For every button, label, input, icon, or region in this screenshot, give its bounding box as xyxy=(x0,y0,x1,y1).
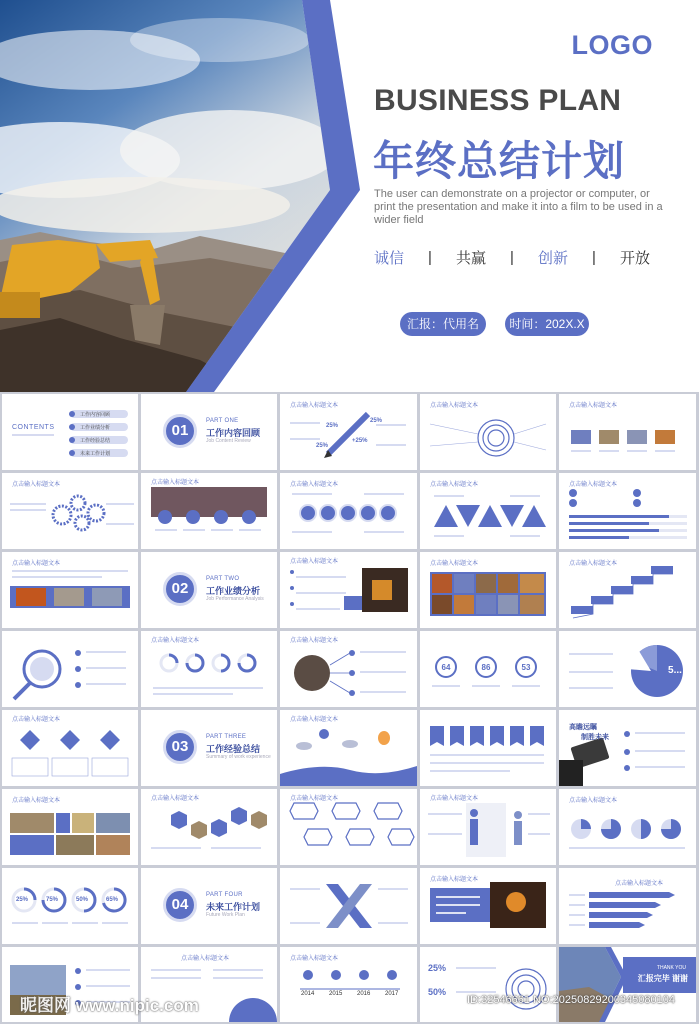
timeline-year: 2014 xyxy=(301,991,315,997)
watermark-site: 昵图网 www.nipic.com xyxy=(20,996,199,1015)
cover-subtitle: The user can demonstrate on a projector or computer, or print the presentation and make it into a film to be used in a wider field xyxy=(374,188,663,226)
title-english: BUSINESS PLAN xyxy=(374,84,622,117)
slide-title: 点击输入标题文本 xyxy=(430,796,479,802)
slide-thumb-banner-photo[interactable] xyxy=(420,868,556,944)
slide-thumb-magnifier[interactable] xyxy=(2,631,138,707)
slide-thumb-diamonds[interactable] xyxy=(2,710,138,786)
slide-thumb-stairs[interactable] xyxy=(559,552,696,628)
pencil-pct-label: 25% xyxy=(326,423,339,429)
slide-thumb-triangles[interactable] xyxy=(420,473,556,549)
tagline-right: 制胜未来 xyxy=(581,734,609,741)
slide-thumb-steps-photo[interactable] xyxy=(141,473,277,549)
slide-title: 点击输入标题文本 xyxy=(569,798,618,804)
slide-thumb-section-4[interactable] xyxy=(141,868,277,944)
slide-thumb-photo-row[interactable] xyxy=(559,394,696,470)
slide-title: 点击输入标题文本 xyxy=(12,561,61,567)
section-subtitle: Summary of work experience xyxy=(206,754,271,760)
section-number-badge: 03 xyxy=(163,730,197,764)
slide-thumb-thank-you[interactable] xyxy=(559,947,696,1022)
slide-title: 点击输入标题文本 xyxy=(151,796,200,802)
brand-logo: LOGO xyxy=(571,30,653,60)
value-separator: | xyxy=(592,249,596,266)
section-number-badge: 01 xyxy=(163,414,197,448)
slide-title: 点击输入标题文本 xyxy=(569,561,618,567)
slide-title: 点击输入标题文本 xyxy=(151,638,200,644)
slide-title: 点击输入标题文本 xyxy=(430,482,479,488)
slide-thumb-timeline[interactable] xyxy=(280,947,417,1022)
tagline-left: 高瞻远瞩 xyxy=(569,724,597,731)
slide-thumb-section-3[interactable] xyxy=(141,710,277,786)
slide-title: 点击输入标题文本 xyxy=(290,559,339,565)
contents-item: 工作经验总结 xyxy=(80,438,111,444)
slide-thumb-gauges[interactable] xyxy=(141,631,277,707)
slide-thumb-arrow-bars[interactable] xyxy=(559,868,696,944)
contents-item: 工作业绩分析 xyxy=(80,425,111,431)
slide-thumb-big-pct[interactable] xyxy=(420,947,556,1022)
slide-title: 点击输入标题文本 xyxy=(430,403,479,409)
slide-title: 点击输入标题文本 xyxy=(290,638,339,644)
timeline-year: 2015 xyxy=(329,991,343,997)
slide-title: 点击输入标题文本 xyxy=(12,482,61,488)
ring-value: 86 xyxy=(481,663,491,672)
pie-value: 5... xyxy=(668,665,682,676)
pencil-pct-label: +25% xyxy=(352,438,368,444)
slide-thumbnail-grid xyxy=(0,392,699,1024)
slide-thumb-radial-lines[interactable] xyxy=(420,394,556,470)
slide-title: 点击输入标题文本 xyxy=(290,796,339,802)
pencil-pct-label: 25% xyxy=(370,418,383,424)
ring-value: 64 xyxy=(441,663,451,672)
slide-title: 点击输入标题文本 xyxy=(430,877,479,883)
slide-title: 点击输入标题文本 xyxy=(615,881,664,887)
slide-thumb-pencil-chart[interactable] xyxy=(280,394,417,470)
slide-thumb-pie[interactable] xyxy=(559,631,696,707)
slide-title: 点击输入标题文本 xyxy=(290,482,339,488)
slide-thumb-tablet[interactable] xyxy=(559,710,696,786)
slide-thumb-x-shape[interactable] xyxy=(280,868,417,944)
title-chinese: 年终总结计划 xyxy=(373,138,625,184)
section-title: 未来工作计划 xyxy=(206,902,261,912)
section-number-badge: 02 xyxy=(163,572,197,606)
slide-title: 点击输入标题文本 xyxy=(12,798,61,804)
slide-thumb-section-2[interactable] xyxy=(141,552,277,628)
donut-pct: 75% xyxy=(46,897,59,903)
slide-thumb-section-1[interactable] xyxy=(141,394,277,470)
value-openness: 开放 xyxy=(620,250,651,267)
contents-item: 工作内容回顾 xyxy=(80,412,111,418)
slide-thumb-donuts[interactable] xyxy=(2,868,138,944)
slide-thumb-landscape[interactable] xyxy=(280,710,417,786)
slide-thumb-list-photo[interactable] xyxy=(280,552,417,628)
contents-title: CONTENTS xyxy=(12,424,55,431)
core-values-row xyxy=(374,247,674,268)
slide-thumb-circle-branches[interactable] xyxy=(280,631,417,707)
bookmarks-graphic xyxy=(420,710,556,786)
section-title: 工作内容回顾 xyxy=(206,428,261,438)
value-win-win: 共赢 xyxy=(456,250,487,267)
big-pct-graphic xyxy=(420,947,556,1022)
section-part-label: PART TWO xyxy=(206,576,240,582)
slide-thumb-rings[interactable] xyxy=(420,631,556,707)
magnifier-icon xyxy=(2,631,138,707)
slide-title: 点击输入标题文本 xyxy=(12,717,61,723)
slide-thumb-photo-grid[interactable] xyxy=(2,789,138,865)
time-pill: 时间：202X.X xyxy=(505,312,589,336)
slide-thumb-gears[interactable] xyxy=(2,473,138,549)
section-number-badge: 04 xyxy=(163,888,197,922)
thank-you-cn: 汇报完毕 谢谢 xyxy=(637,974,688,983)
value-integrity: 诚信 xyxy=(374,250,405,267)
donut-pct: 50% xyxy=(76,897,89,903)
slide-title: 点击输入标题文本 xyxy=(290,717,339,723)
slide-thumb-pie-row[interactable] xyxy=(559,789,696,865)
slide-thumb-contents[interactable] xyxy=(2,394,138,470)
timeline-year: 2017 xyxy=(385,991,399,997)
thank-you-en: THANK YOU xyxy=(656,965,686,971)
slide-title: 点击输入标题文本 xyxy=(151,480,200,486)
donut-pct: 25% xyxy=(16,897,29,903)
timeline-year: 2016 xyxy=(357,991,371,997)
section-part-label: PART ONE xyxy=(206,418,239,424)
section-subtitle: Future Work Plan xyxy=(206,912,245,918)
slide-title: 点击输入标题文本 xyxy=(290,956,339,962)
slide-thumb-shields[interactable] xyxy=(280,789,417,865)
slide-thumb-silhouettes[interactable] xyxy=(420,789,556,865)
slide-thumb-photo-strip[interactable] xyxy=(2,552,138,628)
value-separator: | xyxy=(428,249,432,266)
donuts-graphic xyxy=(2,868,138,944)
slide-thumb-progress-bars[interactable] xyxy=(559,473,696,549)
contents-decoration xyxy=(2,394,138,470)
section-subtitle: Job Content Review xyxy=(206,438,251,444)
section-subtitle: Job Performance Analysis xyxy=(206,596,264,602)
section-title: 工作经验总结 xyxy=(206,744,261,754)
slide-title: 点击输入标题文本 xyxy=(430,561,479,567)
slide-thumb-bookmarks[interactable] xyxy=(420,710,556,786)
slide-title: 点击输入标题文本 xyxy=(290,403,339,409)
watermark-id: ID:32546661 NO:20250829200345080104 xyxy=(467,994,675,1006)
slide-title: 点击输入标题文本 xyxy=(569,482,618,488)
big-pct-label: 25% xyxy=(428,963,447,973)
donut-pct: 65% xyxy=(106,897,119,903)
slide-thumb-photo-mosaic[interactable] xyxy=(420,552,556,628)
section-title: 工作业绩分析 xyxy=(206,586,261,596)
reporter-pill: 汇报：代用名 xyxy=(400,312,486,336)
value-innovation: 创新 xyxy=(538,250,569,267)
big-pct-label: 50% xyxy=(428,987,447,997)
slide-title: 点击输入标题文本 xyxy=(569,403,618,409)
x-shape-graphic xyxy=(280,868,417,944)
slide-thumb-circles-row[interactable] xyxy=(280,473,417,549)
slide-thumb-hexagons[interactable] xyxy=(141,789,277,865)
thank-you-graphic xyxy=(559,947,696,1022)
ring-value: 53 xyxy=(521,663,531,672)
value-separator: | xyxy=(510,249,514,266)
slide-title: 点击输入标题文本 xyxy=(181,956,230,962)
section-part-label: PART THREE xyxy=(206,734,247,740)
contents-item: 未来工作计划 xyxy=(80,451,111,457)
section-part-label: PART FOUR xyxy=(206,892,243,898)
pencil-pct-label: 25% xyxy=(316,443,329,449)
cover-slide xyxy=(0,0,699,392)
